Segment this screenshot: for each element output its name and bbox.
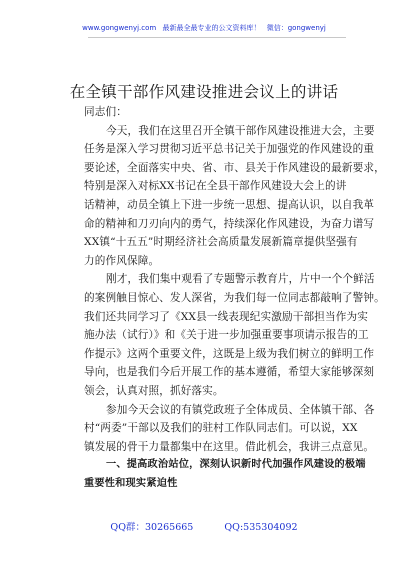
paragraph-line: 今天，我们在这里召开全镇干部作风建设推进大会，主要 [106, 124, 375, 137]
paragraph-line: 任务是深入学习贯彻习近平总书记关于加强党的作风建设的重 [84, 143, 375, 156]
wechat-id: 微信：gongwenyj [266, 24, 326, 32]
qq-group: QQ群：30265665 [110, 522, 194, 533]
paragraph-line: 领会，认真对照，抓好落实。 [84, 384, 224, 397]
section-heading: 重要性和现实紧迫性 [84, 477, 178, 489]
paragraph-line: 力的作风保障。 [84, 254, 160, 267]
paragraph-line: 施办法（试行）》和《关于进一步加强重要事项请示报告的工 [84, 329, 369, 342]
site-url[interactable]: www.gongwenyj.com [82, 24, 157, 32]
paragraph-line: 刚才，我们集中观看了专题警示教育片，片中一个个鲜活 [106, 273, 375, 286]
paragraph-line: 命的精神和刀刃向内的勇气，持续深化作风建设，为奋力谱写 [84, 217, 375, 230]
salutation: 同志们： [84, 106, 127, 118]
paragraph-line: 话精神，动员全镇上下进一步统一思想、提高认识，以自我革 [84, 198, 375, 211]
header-divider [88, 37, 346, 38]
paragraph-line: 作提示》这两个重要文件，这既是上级为我们树立的鲜明工作 [84, 347, 375, 360]
document-body [84, 103, 385, 493]
site-tagline: 最新最全最专业的公文资料库！ [162, 24, 261, 32]
site-header-banner [0, 23, 408, 33]
paragraph-line: 要论述，全面落实中央、省、市、县关于作风建设的最新要求， [84, 161, 385, 174]
paragraph-line: 特别是深入对标XX书记在全县干部作风建设大会上的讲 [84, 180, 347, 193]
paragraph-line: 参加今天会议的有镇党政班子全体成员、全体镇干部、各 [106, 403, 375, 416]
contact-footer [0, 519, 408, 533]
paragraph-line: 的案例触目惊心、发人深省，为我们每一位同志都敲响了警钟。 [84, 291, 385, 304]
paragraph-line: XX镇“十五五”时期经济社会高质量发展新篇章提供坚强有 [84, 236, 358, 249]
document-title: 在全镇干部作风建设推进会议上的讲话 [69, 83, 339, 101]
paragraph-line: 镇发展的骨干力量都集中在这里。借此机会，我讲三点意见。 [84, 440, 375, 453]
paragraph-line: 村“两委”干部以及我们的驻村工作队同志们。可以说，XX [84, 422, 358, 435]
paragraph-line: 导向，也是我们今后开展工作的基本遵循，希望大家能够深刻 [84, 366, 375, 379]
qq-number: QQ:535304092 [224, 522, 298, 533]
section-heading: 一、提高政治站位，深刻认识新时代加强作风建设的极端 [106, 459, 366, 471]
paragraph-line: 我们还共同学习了《XX县一线表现纪实激励干部担当作为实 [84, 310, 368, 323]
